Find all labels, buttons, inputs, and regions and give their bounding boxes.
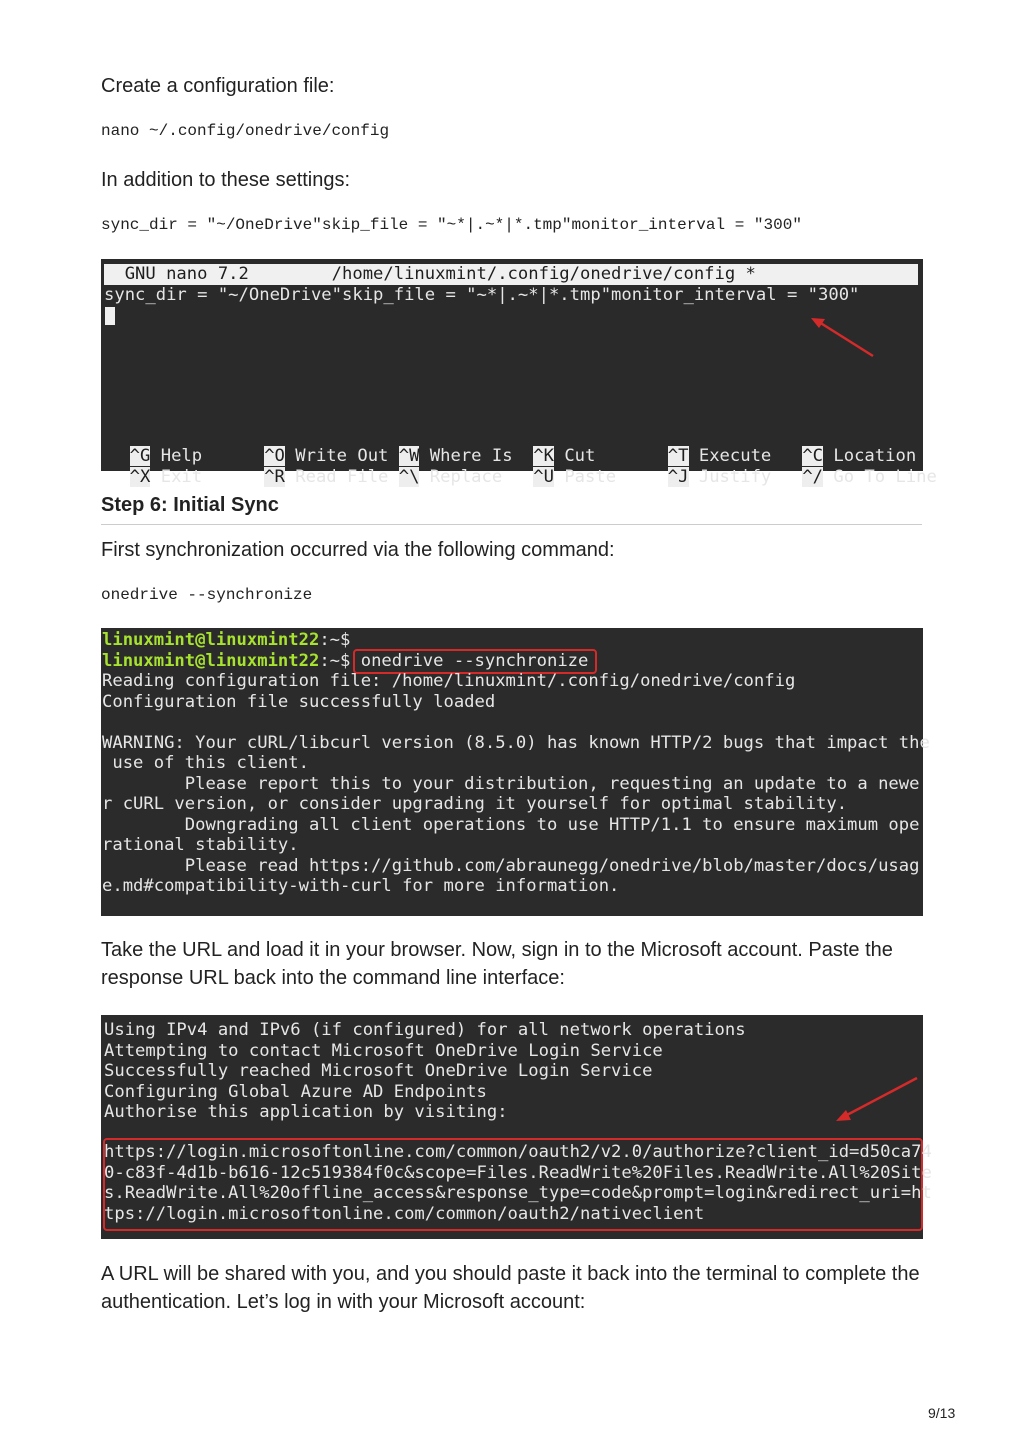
shortcut-label: Execute bbox=[688, 446, 803, 466]
shortcut-label: Justify bbox=[688, 466, 803, 487]
output-line: Reading configuration file: /home/linuxmint/.config/onedrive/config bbox=[102, 671, 796, 691]
text-cursor bbox=[105, 307, 115, 325]
output-line: Downgrading all client operations to use HTTP/1.1 to ensure maximum ope bbox=[102, 814, 920, 835]
prompt-suffix: :~$ bbox=[319, 630, 351, 650]
url-instructions: Take the URL and load it in your browser. Now, sign in to the Microsoft account. Paste the response URL back into the command line interface: bbox=[101, 939, 893, 989]
shortcut-label: Paste bbox=[553, 466, 668, 487]
auth-line: Authorise this application by visiting: bbox=[104, 1102, 508, 1122]
auth-line: Successfully reached Microsoft OneDrive Login Service bbox=[104, 1061, 653, 1081]
settings-text: In addition to these settings: bbox=[101, 169, 351, 191]
final-paragraph: A URL will be shared with you, and you should paste it back into the terminal to complete the authentication. Let’s log in with your Microsoft account: bbox=[101, 1263, 920, 1313]
sync-command: onedrive --synchronize bbox=[101, 586, 313, 604]
red-arrow-icon bbox=[701, 314, 891, 369]
shortcut-key: ^O bbox=[264, 446, 285, 466]
auth-line: Attempting to contact Microsoft OneDrive Login Service bbox=[104, 1040, 663, 1061]
auth-line: Configuring Global Azure AD Endpoints bbox=[104, 1081, 487, 1102]
step6-heading: Step 6: Initial Sync bbox=[101, 494, 922, 525]
shortcut-label: Where Is bbox=[419, 446, 534, 466]
output-line: Please report this to your distribution, requesting an update to a newe bbox=[102, 773, 920, 794]
nano-title-bar: GNU nano 7.2 /home/linuxmint/.config/onedrive/config * bbox=[104, 264, 918, 285]
nano-line-1: sync_dir = "~/OneDrive"skip_file = "~*|.~*|*.tmp"monitor_interval = "300" bbox=[104, 285, 860, 305]
step6-text: First synchronization occurred via the following command: bbox=[101, 539, 615, 561]
sync-terminal-screenshot bbox=[101, 628, 930, 916]
shortcut-label: Location bbox=[823, 446, 917, 466]
settings-code: sync_dir = "~/OneDrive"skip_file = "~*|.~*|*.tmp"monitor_interval = "300" bbox=[101, 216, 802, 234]
shortcut-label: Go To Line bbox=[823, 466, 937, 487]
auth-terminal-screenshot bbox=[101, 1015, 932, 1239]
output-line: r cURL version, or consider upgrading it yourself for optimal stability. bbox=[102, 794, 848, 814]
nano-command: nano ~/.config/onedrive/config bbox=[101, 122, 390, 140]
prompt-line-1 bbox=[102, 630, 350, 651]
output-line: Configuration file successfully loaded bbox=[102, 691, 496, 712]
shortcut-label: Cut bbox=[553, 446, 668, 466]
shortcut-key: ^W bbox=[398, 446, 420, 466]
output-line: use of this client. bbox=[102, 753, 309, 773]
output-line: Please read https://github.com/abraunegg/onedrive/blob/master/docs/usag bbox=[102, 855, 920, 876]
auth-line: Using IPv4 and IPv6 (if configured) for all network operations bbox=[104, 1020, 746, 1040]
shortcut-label: Exit bbox=[150, 466, 265, 487]
shortcut-key: ^C bbox=[802, 446, 824, 466]
auth-url-line: 0-c83f-4d1b-b616-12c519384f0c&scope=Files.ReadWrite%20Files.ReadWrite.All%20Site bbox=[104, 1162, 932, 1183]
page-number: 9/13 bbox=[928, 1405, 956, 1421]
shortcut-key: ^U bbox=[533, 466, 554, 487]
prompt-user: linuxmint@linuxmint22 bbox=[102, 630, 320, 650]
auth-url-line: https://login.microsoftonline.com/common/oauth2/v2.0/authorize?client_id=d50ca74 bbox=[104, 1142, 932, 1162]
shortcut-key: ^J bbox=[667, 466, 689, 487]
prompt-suffix: :~$ bbox=[319, 650, 351, 671]
auth-url-line: s.ReadWrite.All%20offline_access&response_type=code&prompt=login&redirect_uri=ht bbox=[104, 1183, 932, 1203]
shortcut-label: Read File bbox=[284, 466, 399, 487]
intro-text: Create a configuration file: bbox=[101, 75, 335, 97]
shortcut-key: ^T bbox=[667, 446, 689, 466]
output-line: e.md#compatibility-with-curl for more information. bbox=[102, 876, 620, 896]
typed-command: onedrive --synchronize bbox=[360, 650, 589, 671]
shortcut-label: Replace bbox=[419, 466, 534, 487]
shortcut-label: Write Out bbox=[284, 446, 399, 466]
red-arrow-icon bbox=[821, 1070, 931, 1130]
shortcut-key: ^/ bbox=[802, 466, 824, 487]
nano-editor-screenshot bbox=[101, 259, 937, 487]
auth-url-line: tps://login.microsoftonline.com/common/oauth2/nativeclient bbox=[104, 1203, 705, 1224]
shortcut-key: ^\ bbox=[398, 466, 420, 487]
shortcut-key: ^X bbox=[129, 466, 151, 487]
shortcut-key: ^G bbox=[129, 446, 151, 466]
output-line: rational stability. bbox=[102, 835, 299, 855]
shortcut-label: Help bbox=[150, 446, 265, 466]
prompt-user: linuxmint@linuxmint22 bbox=[102, 650, 320, 671]
shortcut-key: ^R bbox=[264, 466, 285, 487]
shortcut-key: ^K bbox=[533, 446, 554, 466]
output-line: WARNING: Your cURL/libcurl version (8.5.0) has known HTTP/2 bugs that impact the bbox=[102, 732, 930, 753]
